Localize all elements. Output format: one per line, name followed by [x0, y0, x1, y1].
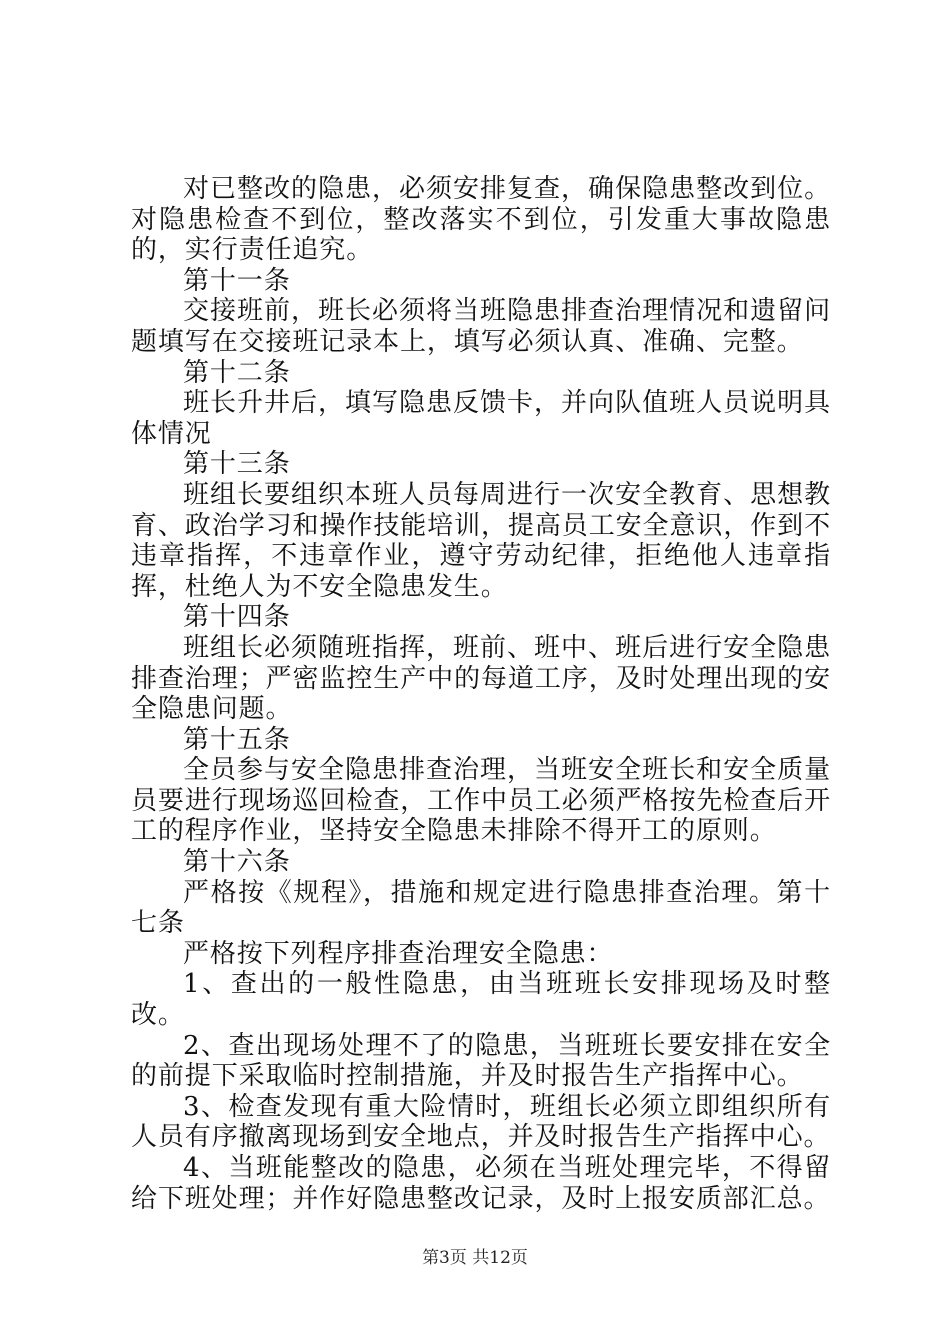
article-heading: 第十五条 — [183, 724, 291, 755]
list-item: 3、检查发现有重大险情时，班组长必须立即组织所有人员有序撤离现场到安全地点，并及时报告生产指挥中心。 — [131, 1091, 831, 1153]
paragraph: 班组长必须随班指挥，班前、班中、班后进行安全隐患排查治理；严密监控生产中的每道工序，及时处理出现的安全隐患问题。 — [131, 632, 831, 725]
paragraph: 对已整改的隐患，必须安排复查，确保隐患整改到位。对隐患检查不到位，整改落实不到位，引发重大事故隐患的，实行责任追究。 — [131, 174, 831, 266]
article-heading: 第十四条 — [183, 602, 291, 633]
paragraph: 全员参与安全隐患排查治理，当班安全班长和安全质量员要进行现场巡回检查，工作中员工必须严格按先检查后开工的程序作业，坚持安全隐患未排除不得开工的原则。 — [131, 755, 831, 847]
list-item: 4、当班能整改的隐患，必须在当班处理完毕，不得留给下班处理；并作好隐患整改记录，及时上报安质部汇总。 — [131, 1153, 831, 1214]
list-item: 2、查出现场处理不了的隐患，当班班长要安排在安全的前提下采取临时控制措施，并及时报告生产指挥中心。 — [131, 1030, 831, 1092]
article-heading: 第十六条 — [183, 847, 291, 878]
article-heading: 第十三条 — [183, 449, 291, 480]
paragraph: 交接班前，班长必须将当班隐患排查治理情况和遗留问题填写在交接班记录本上，填写必须认真、准确、完整。 — [131, 296, 831, 357]
list-item: 1、查出的一般性隐患，由当班班长安排现场及时整改。 — [131, 969, 831, 1031]
page-number-footer: 第3页 共12页 — [422, 1248, 528, 1268]
paragraph: 严格按下列程序排查治理安全隐患： — [183, 938, 614, 969]
paragraph: 班组长要组织本班人员每周进行一次安全教育、思想教育、政治学习和操作技能培训，提高员工安全意识，作到不违章指挥，不违章作业，遵守劳动纪律，拒绝他人违章指挥，杜绝人为不安全隐患发生。 — [131, 479, 831, 602]
document-body — [131, 174, 831, 1214]
article-heading: 第十一条 — [183, 265, 291, 296]
article-heading: 第十二条 — [183, 357, 291, 388]
paragraph: 严格按《规程》，措施和规定进行隐患排查治理。第十七条 — [131, 877, 831, 939]
paragraph: 班长升井后，填写隐患反馈卡，并向队值班人员说明具体情况 — [131, 388, 831, 449]
